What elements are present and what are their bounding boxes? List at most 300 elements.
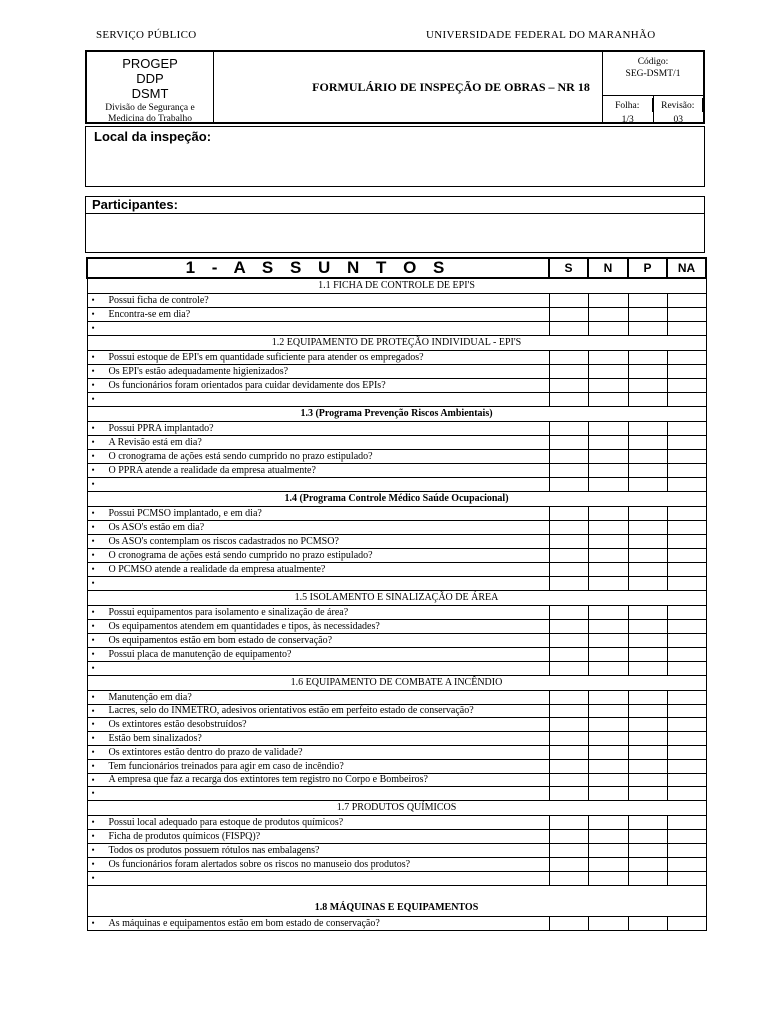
answer-cell-s[interactable] xyxy=(549,549,588,563)
checklist-item xyxy=(87,872,549,886)
checklist-item xyxy=(87,760,549,774)
answer-cell-s[interactable] xyxy=(549,436,588,450)
checklist-question: Estão bem sinalizados? xyxy=(108,733,202,744)
checklist-row xyxy=(87,705,706,718)
answer-cell-p[interactable] xyxy=(628,521,667,535)
checklist-question: Possui ficha de controle? xyxy=(108,295,209,306)
answer-cell-na[interactable] xyxy=(667,718,706,732)
section-header-row xyxy=(87,801,706,816)
answer-cell-na[interactable] xyxy=(667,563,706,577)
answer-cell-n[interactable] xyxy=(588,718,628,732)
answer-cell-p[interactable] xyxy=(628,365,667,379)
answer-cell-p[interactable] xyxy=(628,691,667,705)
checklist-question: O PCMSO atende a realidade da empresa atualmente? xyxy=(108,564,326,575)
column-n: N xyxy=(588,258,628,278)
checklist-row xyxy=(87,322,706,336)
answer-cell-n[interactable] xyxy=(588,816,628,830)
checklist-question: Os equipamentos atendem em quantidades e tipos, às necessidades? xyxy=(108,621,380,632)
answer-cell-p[interactable] xyxy=(628,760,667,774)
answer-cell-s[interactable] xyxy=(549,732,588,746)
revisao-value: 03 xyxy=(673,115,683,125)
answer-cell-n[interactable] xyxy=(588,422,628,436)
answer-cell-n[interactable] xyxy=(588,393,628,407)
checklist-item xyxy=(87,535,549,549)
answer-cell-s[interactable] xyxy=(549,816,588,830)
answer-cell-n[interactable] xyxy=(588,844,628,858)
answer-cell-n[interactable] xyxy=(588,549,628,563)
checklist-row xyxy=(87,478,706,492)
bullet-icon: • xyxy=(91,352,95,362)
participantes-label: Participantes: xyxy=(86,197,704,214)
checklist-item xyxy=(87,365,549,379)
answer-cell-s[interactable] xyxy=(549,691,588,705)
bullet-icon: • xyxy=(91,845,95,855)
checklist-row xyxy=(87,422,706,436)
checklist-item xyxy=(87,436,549,450)
answer-cell-s[interactable] xyxy=(549,535,588,549)
bullet-icon: • xyxy=(91,536,95,546)
answer-cell-p[interactable] xyxy=(628,917,667,931)
checklist-item xyxy=(87,858,549,872)
checklist-question: O cronograma de ações está sendo cumprido no prazo estipulado? xyxy=(108,550,373,561)
bullet-icon: • xyxy=(91,522,95,532)
answer-cell-s[interactable] xyxy=(549,858,588,872)
checklist-item xyxy=(87,705,549,718)
section-title: 1.5 ISOLAMENTO E SINALIZAÇÃO DE ÁREA xyxy=(87,591,706,606)
answer-cell-na[interactable] xyxy=(667,705,706,718)
checklist-row xyxy=(87,620,706,634)
checklist-item xyxy=(87,718,549,732)
section-header-row xyxy=(87,278,706,294)
answer-cell-na[interactable] xyxy=(667,620,706,634)
answer-cell-s[interactable] xyxy=(549,648,588,662)
answer-cell-n[interactable] xyxy=(588,872,628,886)
column-p: P xyxy=(628,258,667,278)
answer-cell-n[interactable] xyxy=(588,507,628,521)
answer-cell-s[interactable] xyxy=(549,577,588,591)
checklist-row xyxy=(87,365,706,379)
section-title: 1.2 EQUIPAMENTO DE PROTEÇÃO INDIVIDUAL - EPI'S xyxy=(87,336,706,351)
answer-cell-n[interactable] xyxy=(588,351,628,365)
checklist-question: Os funcionários foram orientados para cuidar devidamente dos EPIs? xyxy=(108,380,386,391)
checklist-row xyxy=(87,379,706,393)
bullet-icon: • xyxy=(91,607,95,617)
answer-cell-na[interactable] xyxy=(667,507,706,521)
section-header-row xyxy=(87,591,706,606)
answer-cell-s[interactable] xyxy=(549,718,588,732)
answer-cell-n[interactable] xyxy=(588,662,628,676)
answer-cell-na[interactable] xyxy=(667,436,706,450)
answer-cell-na[interactable] xyxy=(667,844,706,858)
bullet-icon: • xyxy=(91,918,95,928)
checklist-item xyxy=(87,507,549,521)
answer-cell-s[interactable] xyxy=(549,563,588,577)
checklist-row xyxy=(87,858,706,872)
folha-label: Folha: xyxy=(603,98,653,112)
checklist-row xyxy=(87,535,706,549)
section-header-row xyxy=(87,676,706,691)
answer-cell-na[interactable] xyxy=(667,393,706,407)
answer-cell-s[interactable] xyxy=(549,662,588,676)
participantes-field[interactable] xyxy=(85,196,705,253)
checklist-question: Os extintores estão desobstruídos? xyxy=(108,719,247,730)
answer-cell-na[interactable] xyxy=(667,379,706,393)
bullet-icon: • xyxy=(91,706,95,716)
checklist-question: Os EPI's estão adequadamente higienizados? xyxy=(108,366,289,377)
answer-cell-s[interactable] xyxy=(549,830,588,844)
answer-cell-na[interactable] xyxy=(667,872,706,886)
answer-cell-p[interactable] xyxy=(628,774,667,787)
answer-cell-n[interactable] xyxy=(588,322,628,336)
checklist-row xyxy=(87,787,706,801)
answer-cell-s[interactable] xyxy=(549,521,588,535)
bullet-icon: • xyxy=(91,564,95,574)
answer-cell-na[interactable] xyxy=(667,732,706,746)
answer-cell-na[interactable] xyxy=(667,549,706,563)
checklist-question: Possui local adequado para estoque de produtos químicos? xyxy=(108,817,344,828)
answer-cell-na[interactable] xyxy=(667,606,706,620)
folha-value: 1/3 xyxy=(621,115,634,125)
answer-cell-s[interactable] xyxy=(549,746,588,760)
column-s: S xyxy=(549,258,588,278)
checklist-question: Lacres, selo do INMETRO, adesivos orientativos estão em perfeito estado de conservação? xyxy=(108,705,474,716)
checklist-item xyxy=(87,577,549,591)
section-title: 1.8 MÁQUINAS E EQUIPAMENTOS xyxy=(87,886,706,917)
checklist-question: Todos os produtos possuem rótulos nas embalagens? xyxy=(108,845,320,856)
answer-cell-na[interactable] xyxy=(667,830,706,844)
checklist-row xyxy=(87,450,706,464)
answer-cell-p[interactable] xyxy=(628,450,667,464)
answer-cell-n[interactable] xyxy=(588,732,628,746)
checklist-question: Os ASO's contemplam os riscos cadastrados no PCMSO? xyxy=(108,536,339,547)
checklist-item xyxy=(87,648,549,662)
answer-cell-n[interactable] xyxy=(588,379,628,393)
revisao-label: Revisão: xyxy=(654,98,704,112)
answer-cell-n[interactable] xyxy=(588,774,628,787)
answer-cell-na[interactable] xyxy=(667,648,706,662)
bullet-icon: • xyxy=(91,817,95,827)
answer-cell-p[interactable] xyxy=(628,507,667,521)
checklist-row xyxy=(87,872,706,886)
checklist-row xyxy=(87,634,706,648)
answer-cell-na[interactable] xyxy=(667,917,706,931)
answer-cell-s[interactable] xyxy=(549,872,588,886)
answer-cell-na[interactable] xyxy=(667,787,706,801)
checklist-item xyxy=(87,634,549,648)
checklist-row xyxy=(87,606,706,620)
answer-cell-n[interactable] xyxy=(588,577,628,591)
answer-cell-n[interactable] xyxy=(588,478,628,492)
answer-cell-na[interactable] xyxy=(667,535,706,549)
checklist-question: Os extintores estão dentro do prazo de validade? xyxy=(108,747,303,758)
checklist-row xyxy=(87,393,706,407)
checklist-item xyxy=(87,422,549,436)
form-header xyxy=(85,50,705,124)
bullet-icon: • xyxy=(91,423,95,433)
answer-cell-na[interactable] xyxy=(667,422,706,436)
answer-cell-p[interactable] xyxy=(628,535,667,549)
answer-cell-p[interactable] xyxy=(628,393,667,407)
checklist-item xyxy=(87,620,549,634)
bullet-icon: • xyxy=(91,719,95,729)
answer-cell-p[interactable] xyxy=(628,464,667,478)
answer-cell-na[interactable] xyxy=(667,308,706,322)
answer-cell-s[interactable] xyxy=(549,422,588,436)
answer-cell-na[interactable] xyxy=(667,351,706,365)
org-line-ddp: DDP xyxy=(136,71,164,86)
org-description: Divisão de Segurança e Medicina do Trabalho xyxy=(105,103,195,124)
answer-cell-p[interactable] xyxy=(628,718,667,732)
answer-cell-n[interactable] xyxy=(588,620,628,634)
bullet-icon: • xyxy=(91,692,95,702)
answer-cell-n[interactable] xyxy=(588,606,628,620)
answer-cell-na[interactable] xyxy=(667,634,706,648)
answer-cell-p[interactable] xyxy=(628,436,667,450)
checklist-row xyxy=(87,549,706,563)
answer-cell-s[interactable] xyxy=(549,705,588,718)
answer-cell-n[interactable] xyxy=(588,648,628,662)
checklist-row xyxy=(87,816,706,830)
checklist-item xyxy=(87,606,549,620)
answer-cell-s[interactable] xyxy=(549,760,588,774)
answer-cell-na[interactable] xyxy=(667,521,706,535)
answer-cell-n[interactable] xyxy=(588,308,628,322)
answer-cell-p[interactable] xyxy=(628,634,667,648)
bullet-icon: • xyxy=(91,873,95,883)
answer-cell-s[interactable] xyxy=(549,478,588,492)
checklist-item xyxy=(87,450,549,464)
answer-cell-s[interactable] xyxy=(549,620,588,634)
answer-cell-p[interactable] xyxy=(628,620,667,634)
answer-cell-p[interactable] xyxy=(628,478,667,492)
answer-cell-s[interactable] xyxy=(549,365,588,379)
checklist-question: As máquinas e equipamentos estão em bom estado de conservação? xyxy=(108,918,380,929)
bullet-icon: • xyxy=(91,761,95,771)
answer-cell-p[interactable] xyxy=(628,577,667,591)
bullet-icon: • xyxy=(91,366,95,376)
answer-cell-p[interactable] xyxy=(628,732,667,746)
answer-cell-p[interactable] xyxy=(628,379,667,393)
local-inspecao-field[interactable] xyxy=(85,126,705,187)
answer-cell-na[interactable] xyxy=(667,662,706,676)
checklist-row xyxy=(87,507,706,521)
section-title: 1.3 (Programa Prevenção Riscos Ambientais) xyxy=(87,407,706,422)
checklist-item xyxy=(87,521,549,535)
bullet-icon: • xyxy=(91,550,95,560)
bullet-icon: • xyxy=(91,295,95,305)
answer-cell-p[interactable] xyxy=(628,858,667,872)
answer-cell-na[interactable] xyxy=(667,774,706,787)
bullet-icon: • xyxy=(91,621,95,631)
checklist-question: Os funcionários foram alertados sobre os riscos no manuseio dos produtos? xyxy=(108,859,411,870)
answer-cell-na[interactable] xyxy=(667,294,706,308)
answer-cell-n[interactable] xyxy=(588,705,628,718)
assuntos-title: 1 - A S S U N T O S xyxy=(87,258,549,278)
checklist-question: A empresa que faz a recarga dos extintores tem registro no Corpo e Bombeiros? xyxy=(108,774,428,785)
answer-cell-p[interactable] xyxy=(628,322,667,336)
codigo-value: SEG-DSMT/1 xyxy=(625,69,681,79)
checklist-item xyxy=(87,322,549,336)
checklist-row xyxy=(87,662,706,676)
answer-cell-s[interactable] xyxy=(549,308,588,322)
answer-cell-p[interactable] xyxy=(628,351,667,365)
checklist-item xyxy=(87,774,549,787)
answer-cell-na[interactable] xyxy=(667,365,706,379)
checklist-question: Possui PCMSO implantado, e em dia? xyxy=(108,508,262,519)
answer-cell-n[interactable] xyxy=(588,535,628,549)
answer-cell-na[interactable] xyxy=(667,691,706,705)
checklist-row xyxy=(87,521,706,535)
bullet-icon: • xyxy=(91,323,95,333)
answer-cell-p[interactable] xyxy=(628,662,667,676)
answer-cell-s[interactable] xyxy=(549,787,588,801)
checklist-item xyxy=(87,351,549,365)
answer-cell-p[interactable] xyxy=(628,648,667,662)
answer-cell-s[interactable] xyxy=(549,606,588,620)
checklist-item xyxy=(87,379,549,393)
answer-cell-na[interactable] xyxy=(667,478,706,492)
bullet-icon: • xyxy=(91,437,95,447)
answer-cell-p[interactable] xyxy=(628,830,667,844)
checklist-question: Possui placa de manutenção de equipamento? xyxy=(108,649,292,660)
answer-cell-p[interactable] xyxy=(628,705,667,718)
bullet-icon: • xyxy=(91,508,95,518)
org-line-dsmt: DSMT xyxy=(131,86,169,101)
checklist-item xyxy=(87,732,549,746)
form-title: FORMULÁRIO DE INSPEÇÃO DE OBRAS – NR 18 xyxy=(312,79,590,94)
answer-cell-s[interactable] xyxy=(549,294,588,308)
checklist-question: Encontra-se em dia? xyxy=(108,309,191,320)
answer-cell-s[interactable] xyxy=(549,507,588,521)
answer-cell-n[interactable] xyxy=(588,365,628,379)
checklist-item xyxy=(87,746,549,760)
answer-cell-p[interactable] xyxy=(628,816,667,830)
answer-cell-p[interactable] xyxy=(628,872,667,886)
bullet-icon: • xyxy=(91,479,95,489)
bullet-icon: • xyxy=(91,831,95,841)
answer-cell-na[interactable] xyxy=(667,322,706,336)
answer-cell-p[interactable] xyxy=(628,787,667,801)
checklist-question: Os ASO's estão em dia? xyxy=(108,522,205,533)
answer-cell-n[interactable] xyxy=(588,858,628,872)
checklist-row xyxy=(87,830,706,844)
answer-cell-s[interactable] xyxy=(549,464,588,478)
codigo-label: Código: xyxy=(637,57,669,67)
checklist-question: Possui estoque de EPI's em quantidade suficiente para atender os empregados? xyxy=(108,352,424,363)
answer-cell-n[interactable] xyxy=(588,450,628,464)
answer-cell-s[interactable] xyxy=(549,450,588,464)
checklist-item xyxy=(87,478,549,492)
checklist-item xyxy=(87,549,549,563)
checklist-row xyxy=(87,294,706,308)
answer-cell-na[interactable] xyxy=(667,464,706,478)
checklist-row xyxy=(87,760,706,774)
answer-cell-s[interactable] xyxy=(549,844,588,858)
checklist-row xyxy=(87,577,706,591)
section-title: 1.4 (Programa Controle Médico Saúde Ocupacional) xyxy=(87,492,706,507)
checklist-row xyxy=(87,746,706,760)
bullet-icon: • xyxy=(91,663,95,673)
answer-cell-p[interactable] xyxy=(628,422,667,436)
checklist-row xyxy=(87,774,706,787)
org-line-progep: PROGEP xyxy=(122,56,178,71)
answer-cell-s[interactable] xyxy=(549,634,588,648)
answer-cell-n[interactable] xyxy=(588,830,628,844)
answer-cell-n[interactable] xyxy=(588,436,628,450)
checklist-row xyxy=(87,464,706,478)
bullet-icon: • xyxy=(91,635,95,645)
bullet-icon: • xyxy=(91,451,95,461)
checklist-question: Tem funcionários treinados para agir em caso de incêndio? xyxy=(108,761,344,772)
answer-cell-p[interactable] xyxy=(628,606,667,620)
answer-cell-n[interactable] xyxy=(588,521,628,535)
section-header-row xyxy=(87,336,706,351)
answer-cell-p[interactable] xyxy=(628,563,667,577)
answer-cell-n[interactable] xyxy=(588,787,628,801)
checklist-question: Ficha de produtos químicos (FISPQ)? xyxy=(108,831,261,842)
answer-cell-na[interactable] xyxy=(667,858,706,872)
cut-header-left: SERVIÇO PÚBLICO xyxy=(96,29,197,40)
answer-cell-n[interactable] xyxy=(588,917,628,931)
checklist-item xyxy=(87,393,549,407)
answer-cell-n[interactable] xyxy=(588,634,628,648)
checklist-item xyxy=(87,691,549,705)
answer-cell-s[interactable] xyxy=(549,351,588,365)
checklist-item xyxy=(87,464,549,478)
bullet-icon: • xyxy=(91,309,95,319)
answer-cell-n[interactable] xyxy=(588,464,628,478)
answer-cell-na[interactable] xyxy=(667,450,706,464)
answer-cell-p[interactable] xyxy=(628,746,667,760)
bullet-icon: • xyxy=(91,380,95,390)
answer-cell-n[interactable] xyxy=(588,691,628,705)
bullet-icon: • xyxy=(91,465,95,475)
answer-cell-n[interactable] xyxy=(588,760,628,774)
answer-cell-na[interactable] xyxy=(667,577,706,591)
answer-cell-s[interactable] xyxy=(549,917,588,931)
answer-cell-s[interactable] xyxy=(549,774,588,787)
answer-cell-na[interactable] xyxy=(667,816,706,830)
bullet-icon: • xyxy=(91,394,95,404)
checklist-row xyxy=(87,718,706,732)
checklist-item xyxy=(87,308,549,322)
answer-cell-p[interactable] xyxy=(628,844,667,858)
bullet-icon: • xyxy=(91,578,95,588)
answer-cell-n[interactable] xyxy=(588,294,628,308)
section-header-row xyxy=(87,407,706,422)
answer-cell-n[interactable] xyxy=(588,563,628,577)
checklist-row xyxy=(87,917,706,931)
answer-cell-p[interactable] xyxy=(628,308,667,322)
answer-cell-p[interactable] xyxy=(628,549,667,563)
answer-cell-p[interactable] xyxy=(628,294,667,308)
checklist-item xyxy=(87,844,549,858)
answer-cell-s[interactable] xyxy=(549,379,588,393)
answer-cell-s[interactable] xyxy=(549,393,588,407)
checklist-row xyxy=(87,648,706,662)
section-title: 1.1 FICHA DE CONTROLE DE EPI'S xyxy=(87,278,706,294)
checklist-question: O cronograma de ações está sendo cumprido no prazo estipulado? xyxy=(108,451,373,462)
checklist-row xyxy=(87,563,706,577)
answer-cell-na[interactable] xyxy=(667,746,706,760)
org-block xyxy=(87,52,214,122)
checklist-row xyxy=(87,691,706,705)
checklist-row xyxy=(87,351,706,365)
answer-cell-n[interactable] xyxy=(588,746,628,760)
answer-cell-s[interactable] xyxy=(549,322,588,336)
column-na: NA xyxy=(667,258,706,278)
answer-cell-na[interactable] xyxy=(667,760,706,774)
